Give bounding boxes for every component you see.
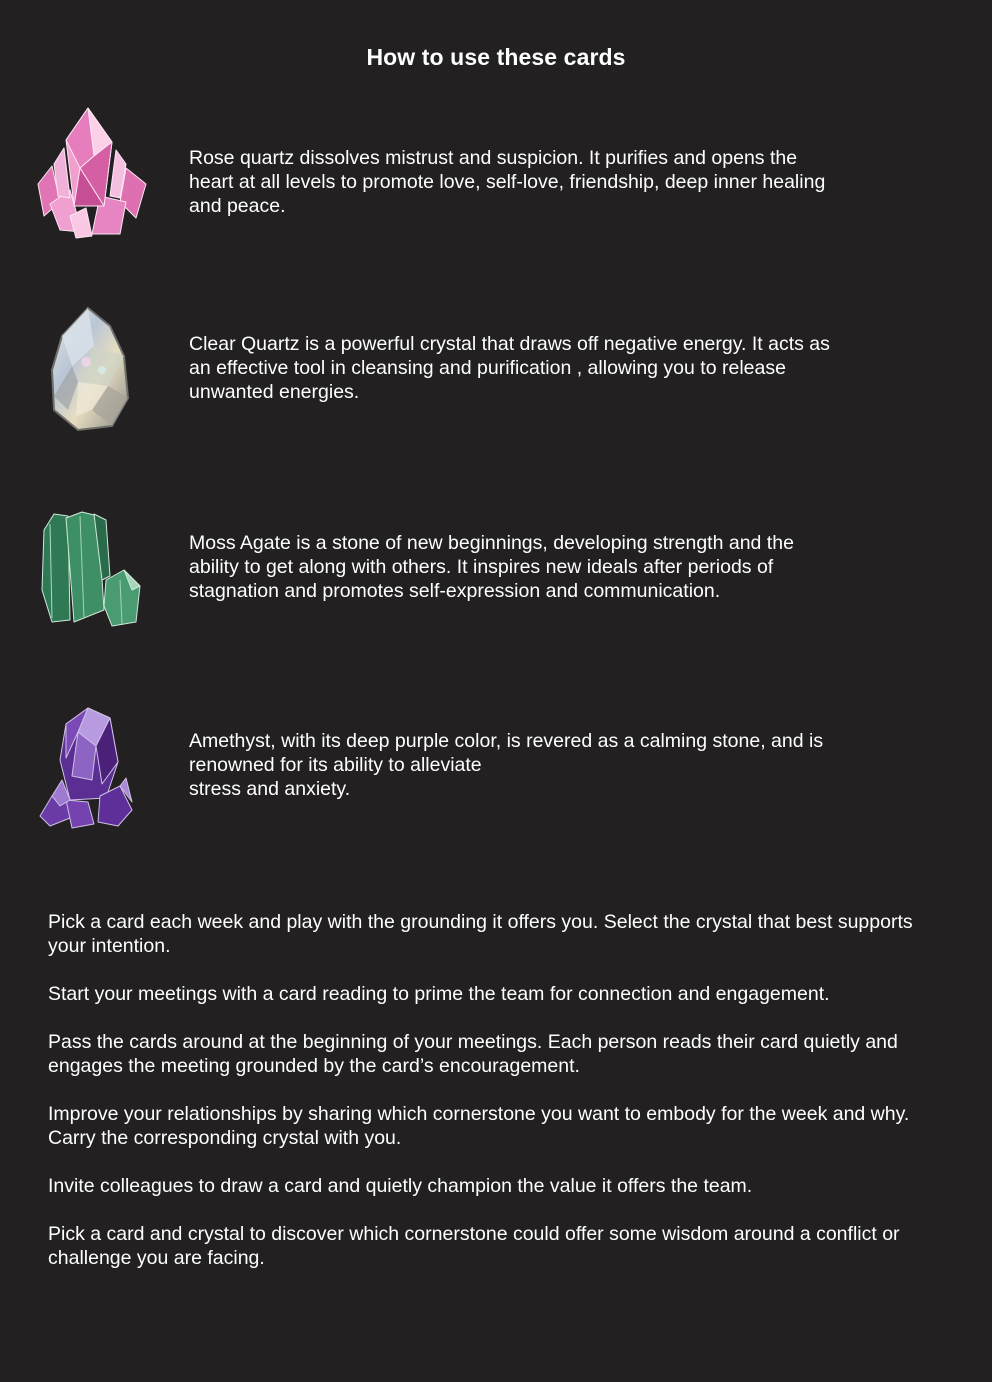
rose-quartz-crystal-icon [30, 106, 152, 240]
crystal-description-moss-agate: Moss Agate is a stone of new beginnings, developing strength and the ability to get along with others. It inspires new ideals after periods of stagnation and promotes self-expression and communication. [189, 532, 794, 602]
page-title: How to use these cards [366, 44, 626, 70]
amethyst-crystal-icon [36, 706, 134, 830]
usage-paragraph: Improve your relationships by sharing which cornerstone you want to embody for the week and why. Carry the corresponding crystal with you. [48, 1103, 910, 1149]
usage-paragraph: Pick a card and crystal to discover which cornerstone could offer some wisdom around a conflict or challenge you are facing. [48, 1223, 900, 1269]
usage-paragraph: Invite colleagues to draw a card and quietly champion the value it offers the team. [48, 1175, 753, 1197]
clear-quartz-crystal-icon [48, 306, 132, 432]
crystal-description-clear-quartz: Clear Quartz is a powerful crystal that draws off negative energy. It acts as an effective tool in cleansing and purification , allowing you to release unwanted energies. [189, 333, 830, 403]
crystal-description-rose-quartz: Rose quartz dissolves mistrust and suspicion. It purifies and opens the heart at all levels to promote love, self-love, friendship, deep inner healing and peace. [189, 147, 826, 217]
usage-paragraph: Pass the cards around at the beginning of your meetings. Each person reads their card quietly and engages the meeting grounded by the card’s encouragement. [48, 1031, 898, 1077]
usage-paragraph: Pick a card each week and play with the grounding it offers you. Select the crystal that best supports your intention. [48, 911, 913, 957]
crystal-description-amethyst: Amethyst, with its deep purple color, is revered as a calming stone, and is renowned for its ability to alleviate stress and anxiety. [189, 730, 824, 800]
usage-paragraph: Start your meetings with a card reading to prime the team for connection and engagement. [48, 983, 830, 1005]
usage-instructions [48, 910, 918, 1294]
moss-agate-crystal-icon [40, 510, 142, 630]
